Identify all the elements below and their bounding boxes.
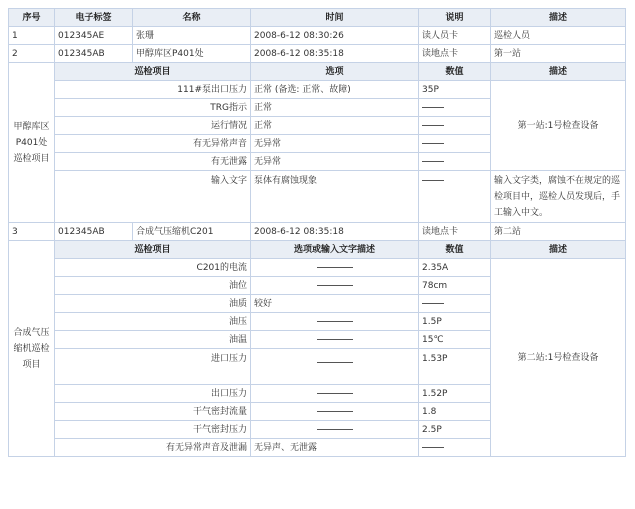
item-name: 输入文字 xyxy=(55,171,251,223)
cell-desc: 巡检人员 xyxy=(491,27,626,45)
dash-mark xyxy=(317,339,353,340)
item-value: 1.52P xyxy=(419,385,491,403)
item-name: 出口压力 xyxy=(55,385,251,403)
dash-mark xyxy=(317,393,353,394)
item-value: 15℃ xyxy=(419,331,491,349)
dash-mark xyxy=(422,161,444,162)
dash-mark xyxy=(317,362,353,363)
section1-header-option: 选项 xyxy=(251,63,419,81)
item-value: 2.5P xyxy=(419,421,491,439)
cell-desc: 第二站 xyxy=(491,223,626,241)
dash-mark xyxy=(317,321,353,322)
item-option: 较好 xyxy=(251,295,419,313)
cell-no: 3 xyxy=(9,223,55,241)
cell-time: 2008-6-12 08:30:26 xyxy=(251,27,419,45)
cell-tag: 012345AB xyxy=(55,45,133,63)
cell-tag: 012345AE xyxy=(55,27,133,45)
item-name: 干气密封流量 xyxy=(55,403,251,421)
item-name: TRG指示 xyxy=(55,99,251,117)
section1-label: 甲醇库区P401处巡检项目 xyxy=(9,63,55,223)
item-option: 正常 xyxy=(251,117,419,135)
cell-note: 读地点卡 xyxy=(419,223,491,241)
header-time: 时间 xyxy=(251,9,419,27)
item-value xyxy=(419,117,491,135)
section2-header-option: 选项或输入文字描述 xyxy=(251,241,419,259)
item-name: 油温 xyxy=(55,331,251,349)
cell-name: 张珊 xyxy=(133,27,251,45)
item-name: 有无异常声音 xyxy=(55,135,251,153)
item-option: 无异常 xyxy=(251,135,419,153)
section2-header-row xyxy=(9,241,626,259)
item-name: 油位 xyxy=(55,277,251,295)
section1-item-row xyxy=(9,81,626,99)
item-value: 35P xyxy=(419,81,491,99)
item-value xyxy=(419,439,491,457)
item-name: 油质 xyxy=(55,295,251,313)
cell-note: 读人员卡 xyxy=(419,27,491,45)
item-name: 有无泄露 xyxy=(55,153,251,171)
table-row xyxy=(9,45,626,63)
header-desc: 描述 xyxy=(491,9,626,27)
cell-no: 1 xyxy=(9,27,55,45)
item-value xyxy=(419,153,491,171)
item-name: 干气密封压力 xyxy=(55,421,251,439)
header-note: 说明 xyxy=(419,9,491,27)
item-value: 78cm xyxy=(419,277,491,295)
item-name: 111#泵出口压力 xyxy=(55,81,251,99)
section1-desc: 第一站:1号检查设备 xyxy=(491,81,626,171)
section1-desc-note: 输入文字类，腐蚀不在规定的巡检项目中，巡检人员发现后，手工输入中文。 xyxy=(491,171,626,223)
dash-mark xyxy=(422,180,444,181)
section2-header-value: 数值 xyxy=(419,241,491,259)
item-option: 无异常 xyxy=(251,153,419,171)
section2-item-row xyxy=(9,259,626,277)
inspection-table xyxy=(8,8,626,457)
item-option xyxy=(251,421,419,439)
cell-time: 2008-6-12 08:35:18 xyxy=(251,45,419,63)
item-option: 正常 (备选: 正常、故障) xyxy=(251,81,419,99)
item-value xyxy=(419,135,491,153)
item-option xyxy=(251,277,419,295)
section2-header-item: 巡检项目 xyxy=(55,241,251,259)
item-option: 泵体有腐蚀现象 xyxy=(251,171,419,223)
item-value: 1.5P xyxy=(419,313,491,331)
item-option xyxy=(251,259,419,277)
item-option xyxy=(251,403,419,421)
item-name: 运行情况 xyxy=(55,117,251,135)
header-name: 名称 xyxy=(133,9,251,27)
item-value xyxy=(419,171,491,223)
item-name: 有无异常声音及泄漏 xyxy=(55,439,251,457)
item-value: 2.35A xyxy=(419,259,491,277)
cell-name: 甲醇库区P401处 xyxy=(133,45,251,63)
item-option: 正常 xyxy=(251,99,419,117)
cell-note: 读地点卡 xyxy=(419,45,491,63)
table-row xyxy=(9,27,626,45)
section1-header-value: 数值 xyxy=(419,63,491,81)
section1-header-row xyxy=(9,63,626,81)
item-value: 1.53P xyxy=(419,349,491,385)
item-option: 无异声、无泄露 xyxy=(251,439,419,457)
item-name: 进口压力 xyxy=(55,349,251,385)
cell-time: 2008-6-12 08:35:18 xyxy=(251,223,419,241)
section2-header-desc: 描述 xyxy=(491,241,626,259)
item-value xyxy=(419,295,491,313)
dash-mark xyxy=(317,411,353,412)
dash-mark xyxy=(422,303,444,304)
section2-label: 合成气压缩机巡检项目 xyxy=(9,241,55,457)
header-no: 序号 xyxy=(9,9,55,27)
dash-mark xyxy=(422,125,444,126)
section2-desc: 第二站:1号检查设备 xyxy=(491,259,626,457)
dash-mark xyxy=(422,107,444,108)
dash-mark xyxy=(422,143,444,144)
item-option xyxy=(251,385,419,403)
header-row xyxy=(9,9,626,27)
item-option xyxy=(251,349,419,385)
cell-name: 合成气压缩机C201 xyxy=(133,223,251,241)
header-tag: 电子标签 xyxy=(55,9,133,27)
section1-item-row xyxy=(9,171,626,223)
cell-no: 2 xyxy=(9,45,55,63)
section1-header-item: 巡检项目 xyxy=(55,63,251,81)
item-option xyxy=(251,331,419,349)
cell-desc: 第一站 xyxy=(491,45,626,63)
dash-mark xyxy=(317,285,353,286)
dash-mark xyxy=(422,447,444,448)
item-value xyxy=(419,99,491,117)
section1-header-desc: 描述 xyxy=(491,63,626,81)
dash-mark xyxy=(317,429,353,430)
item-option xyxy=(251,313,419,331)
item-name: 油压 xyxy=(55,313,251,331)
item-value: 1.8 xyxy=(419,403,491,421)
table-row xyxy=(9,223,626,241)
cell-tag: 012345AB xyxy=(55,223,133,241)
dash-mark xyxy=(317,267,353,268)
item-name: C201的电流 xyxy=(55,259,251,277)
